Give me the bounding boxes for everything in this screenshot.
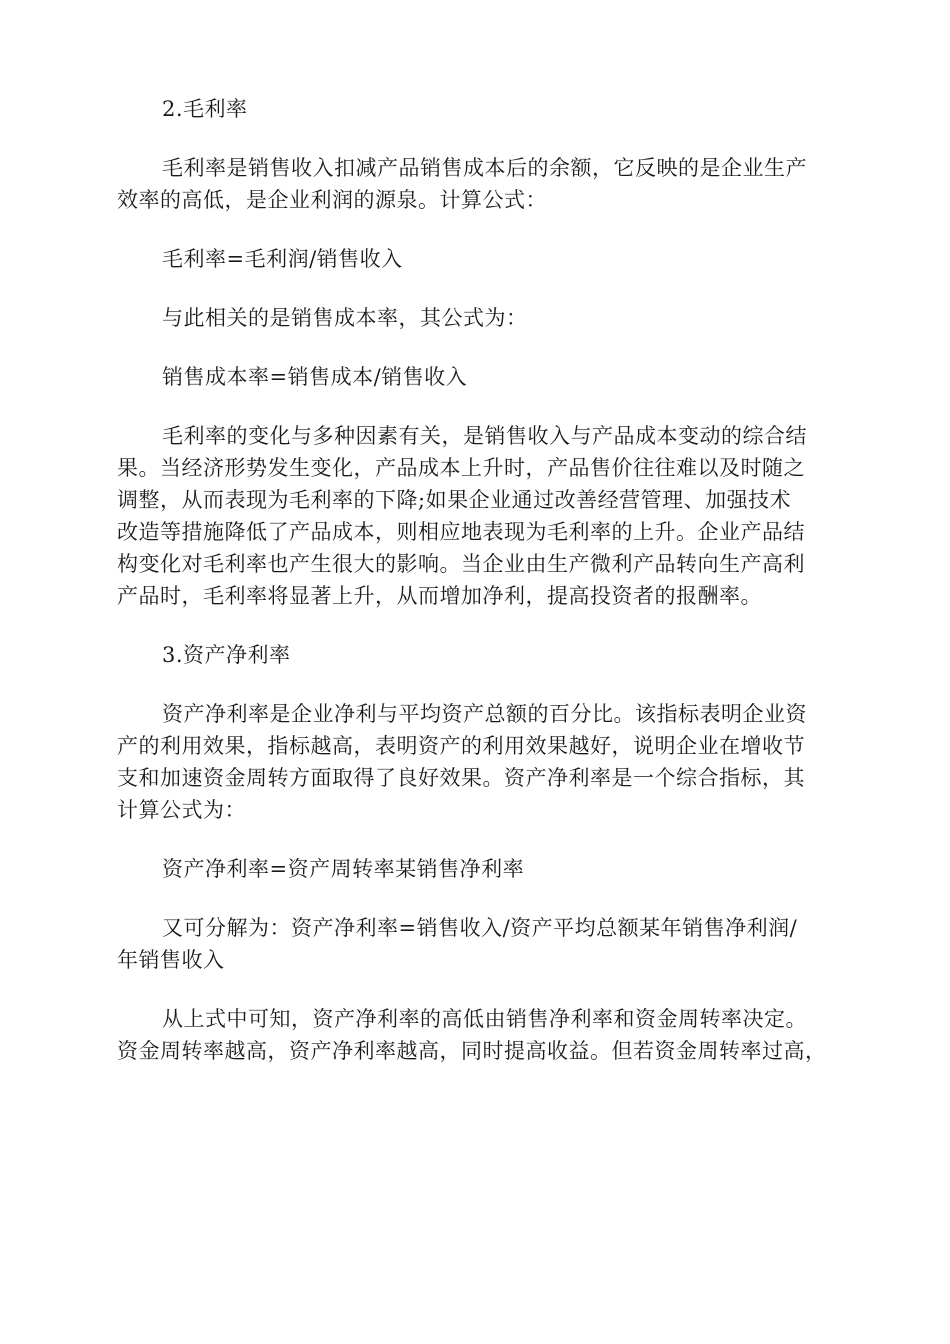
paragraph-line: 调整，从而表现为毛利率的下降;如果企业通过改善经营管理、加强技术 xyxy=(117,488,792,512)
paragraph-line: 计算公式为： xyxy=(117,798,246,822)
paragraph-line: 果。当经济形势发生变化，产品成本上升时，产品售价往往难以及时随之 xyxy=(117,456,805,480)
paragraph-line: 改造等措施降低了产品成本，则相应地表现为毛利率的上升。企业产品结 xyxy=(117,520,805,544)
paragraph-line: 效率的高低，是企业利润的源泉。计算公式： xyxy=(117,188,547,212)
paragraph-line: 资产净利率是企业净利与平均资产总额的百分比。该指标表明企业资 xyxy=(162,702,807,726)
paragraph-roa-decomposition xyxy=(117,912,833,976)
section-heading-gross-margin: 2.毛利率 xyxy=(162,97,248,121)
paragraph-line: 从上式中可知，资产净利率的高低由销售净利率和资金周转率决定。 xyxy=(162,1007,807,1031)
formula-return-on-assets: 资产净利率=资产周转率某销售净利率 xyxy=(162,857,525,881)
paragraph-line: 资金周转率越高，资产净利率越高，同时提高收益。但若资金周转率过高， xyxy=(117,1039,827,1063)
paragraph-line: 支和加速资金周转方面取得了良好效果。资产净利率是一个综合指标，其 xyxy=(117,766,805,790)
paragraph-line: 又可分解为：资产净利率=销售收入/资产平均总额某年销售净利润/ xyxy=(162,916,798,940)
document-body xyxy=(117,93,833,1067)
paragraph-gross-margin-definition xyxy=(117,152,833,216)
section-heading-return-on-assets: 3.资产净利率 xyxy=(162,643,291,667)
paragraph-line: 产品时，毛利率将显著上升，从而增加净利，提高投资者的报酬率。 xyxy=(117,584,762,608)
paragraph-line: 毛利率是销售收入扣减产品销售成本后的余额，它反映的是企业生产 xyxy=(162,156,807,180)
paragraph-line: 产的利用效果，指标越高，表明资产的利用效果越好，说明企业在增收节 xyxy=(117,734,805,758)
paragraph-related-cost-rate: 与此相关的是销售成本率，其公式为： xyxy=(162,306,528,330)
paragraph-line: 构变化对毛利率也产生很大的影响。当企业由生产微利产品转向生产高利 xyxy=(117,552,805,576)
paragraph-line: 毛利率的变化与多种因素有关，是销售收入与产品成本变动的综合结 xyxy=(162,424,807,448)
formula-sales-cost-rate: 销售成本率=销售成本/销售收入 xyxy=(162,365,468,389)
paragraph-roa-definition xyxy=(117,698,833,826)
paragraph-roa-conclusion xyxy=(117,1003,833,1067)
formula-gross-margin: 毛利率=毛利润/销售收入 xyxy=(162,247,403,271)
paragraph-line: 年销售收入 xyxy=(117,948,225,972)
paragraph-gross-margin-factors xyxy=(117,420,833,612)
